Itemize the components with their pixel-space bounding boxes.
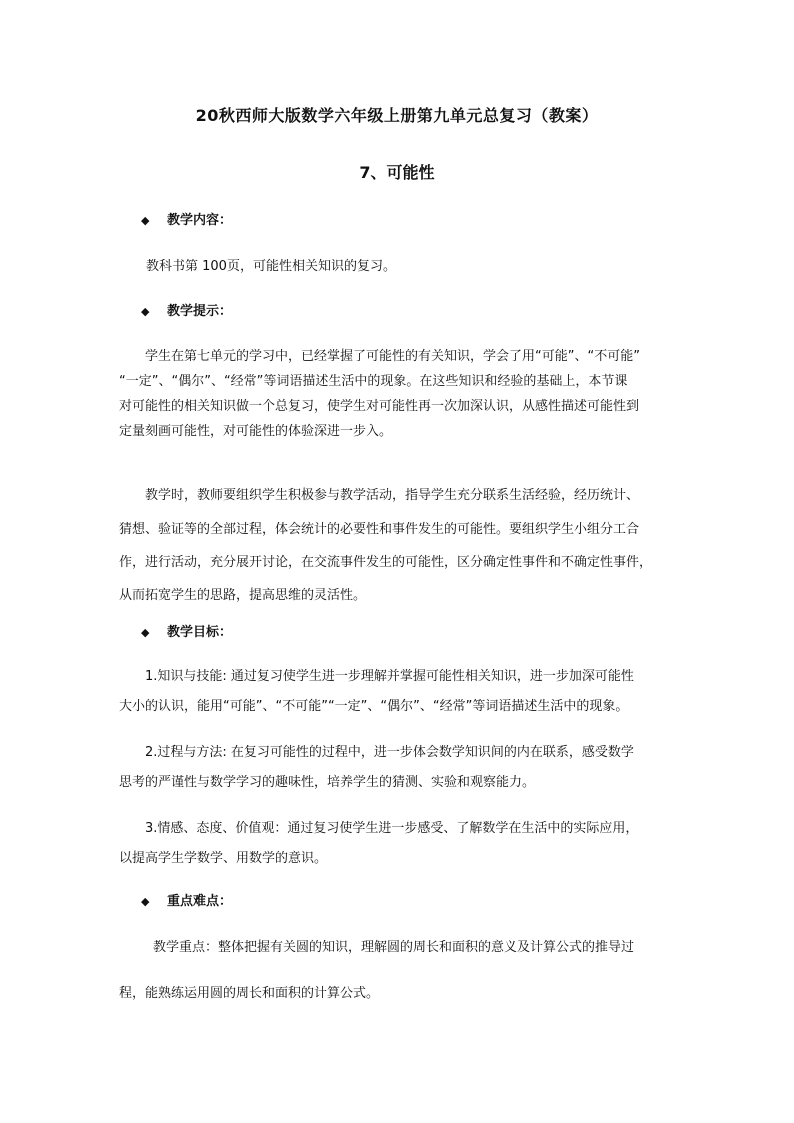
paragraph-line: 1.知识与技能: 通过复习使学生进一步理解并掌握可能性相关知识，进一步加深可能性 — [145, 669, 634, 684]
diamond-bullet-icon: ◆ — [141, 895, 150, 908]
heading-label: 重点难点： — [167, 894, 233, 909]
goal-1-paragraph — [119, 667, 681, 717]
tips-paragraph-2 — [119, 486, 681, 606]
diamond-bullet-icon: ◆ — [141, 305, 150, 318]
heading-label: 教学目标： — [167, 625, 233, 640]
paragraph-line: 3.情感、态度、价值观：通过复习使学生进一步感受、了解数学在生活中的实际应用， — [145, 821, 639, 836]
content-paragraph — [146, 257, 708, 277]
heading-label: 教学内容： — [167, 213, 233, 228]
paragraph-line: 大小的认识，能用“可能”、“不可能”“一定”、“偶尔”、“经常”等词语描述生活中的现象。 — [119, 699, 629, 714]
paragraph-line: 学生在第七单元的学习中，已经掌握了可能性的有关知识，学会了用“可能”、“不可能” — [145, 349, 640, 364]
section-heading-key — [141, 892, 232, 912]
key-points-paragraph — [119, 938, 681, 1004]
paragraph-line: 教学重点：整体把握有关圆的知识，理解圆的周长和面积的意义及计算公式的推导过 — [153, 940, 635, 955]
section-heading-tips — [141, 302, 232, 322]
document-title: 20秋西师大版数学六年级上册第九单元总复习（教案） — [195, 106, 599, 125]
heading-label: 教学提示： — [167, 304, 233, 319]
tips-paragraph-1 — [119, 347, 681, 442]
section-heading-goals — [141, 623, 232, 643]
document-subtitle: 7、可能性 — [359, 163, 435, 182]
paragraph-line: 作，进行活动，充分展开讨论，在交流事件发生的可能性，区分确定性事件和不确定性事件， — [119, 555, 653, 570]
goal-2-paragraph — [119, 743, 681, 793]
paragraph-line: 教学时，教师要组织学生积极参与教学活动，指导学生充分联系生活经验，经历统计、 — [145, 488, 640, 503]
paragraph-line: 以提高学生学数学、用数学的意识。 — [119, 851, 328, 866]
paragraph-line: 教科书第 100页，可能性相关知识的复习。 — [146, 259, 396, 274]
paragraph-line: 从而拓宽学生的思路，提高思维的灵活性。 — [119, 588, 367, 603]
diamond-bullet-icon: ◆ — [141, 214, 150, 227]
paragraph-line: 程，能熟练运用圆的周长和面积的计算公式。 — [119, 986, 380, 1001]
diamond-bullet-icon: ◆ — [141, 626, 150, 639]
paragraph-line: 2.过程与方法: 在复习可能性的过程中，进一步体会数学知识间的内在联系，感受数学 — [145, 745, 634, 760]
goal-3-paragraph — [119, 819, 681, 869]
paragraph-line: 猜想、验证等的全部过程，体会统计的必要性和事件发生的可能性。要组织学生小组分工合 — [119, 522, 640, 537]
paragraph-line: 定量刻画可能性，对可能性的体验深进一步入。 — [119, 424, 393, 439]
section-heading-content — [141, 211, 232, 231]
paragraph-line: “一定”、“偶尔”、“经常”等词语描述生活中的现象。在这些知识和经验的基础上，本节课 — [119, 374, 628, 389]
paragraph-line: 对可能性的相关知识做一个总复习，使学生对可能性再一次加深认识，从感性描述可能性到 — [119, 399, 640, 414]
paragraph-line: 思考的严谨性与数学学习的趣味性，培养学生的猜测、实验和观察能力。 — [119, 775, 536, 790]
